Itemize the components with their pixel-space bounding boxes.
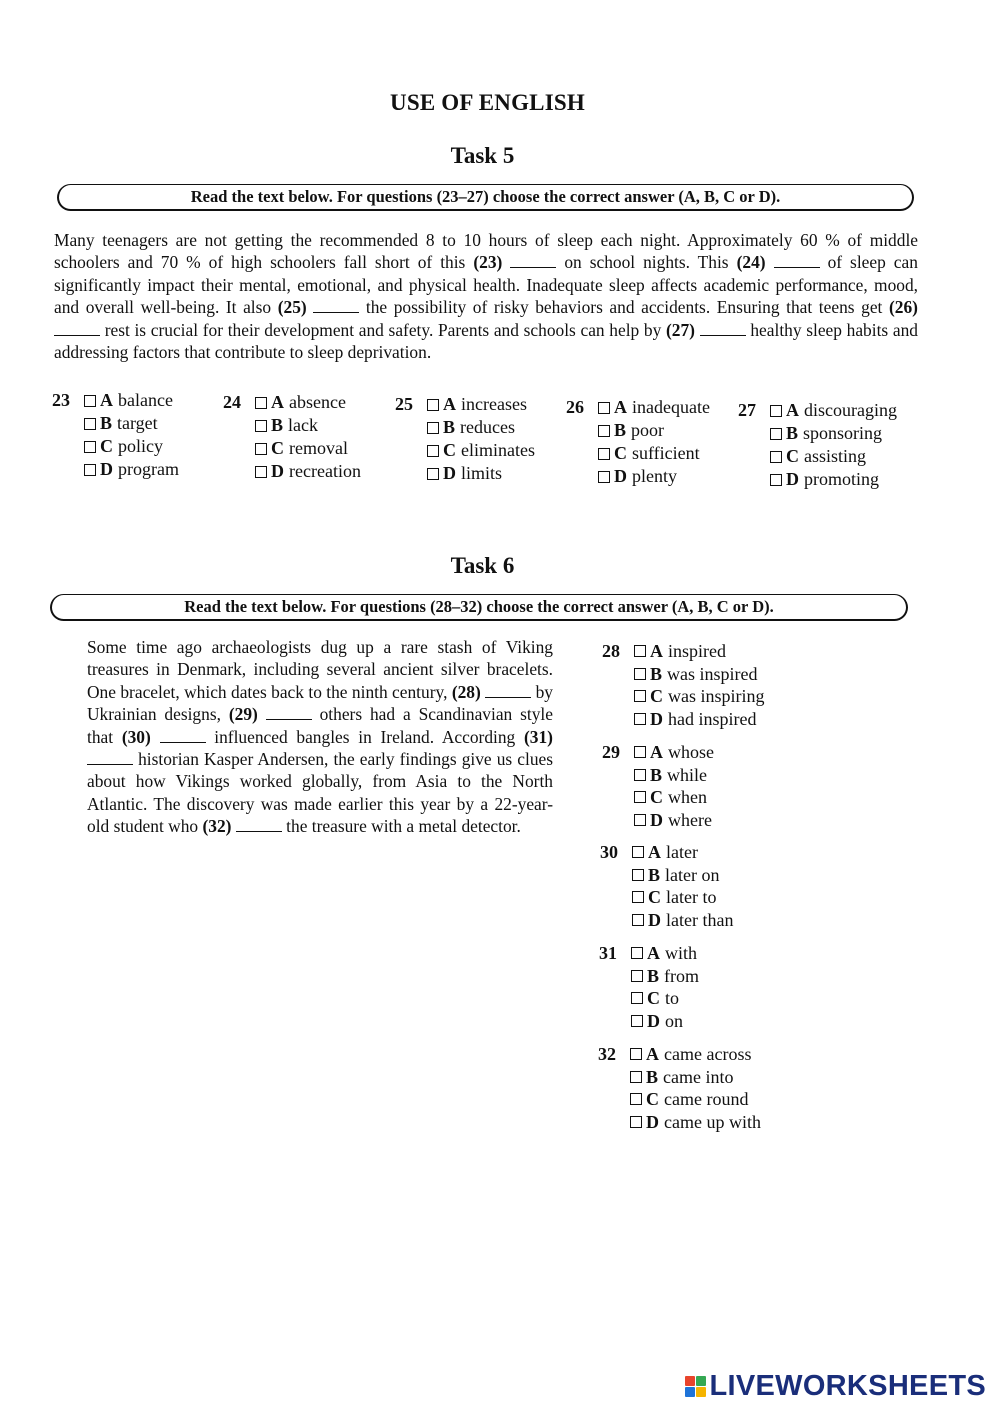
option-checkbox-29a[interactable] (634, 746, 646, 758)
option-text: had inspired (668, 708, 757, 729)
option-checkbox-25a[interactable] (427, 399, 439, 411)
gap-31-label: (31) (524, 726, 553, 747)
option-text: discouraging (804, 400, 897, 420)
option-checkbox-27c[interactable] (770, 451, 782, 463)
option-checkbox-30d[interactable] (632, 914, 644, 926)
question-number: 25 (395, 394, 413, 414)
liveworksheets-logo-icon (685, 1376, 706, 1397)
task6-instruction: Read the text below. For questions (28–32) choose the correct answer (A, B, C or D). (184, 597, 774, 616)
option-text: later (666, 842, 698, 862)
option-text: plenty (632, 466, 677, 486)
option-checkbox-28b[interactable] (634, 668, 646, 680)
option-letter: A (443, 394, 456, 414)
option-checkbox-31c[interactable] (631, 992, 643, 1004)
question-number: 32 (598, 1044, 616, 1064)
option-text: came across (664, 1044, 752, 1064)
option-letter: B (100, 413, 113, 433)
option-text: balance (118, 390, 173, 410)
option-letter: D (647, 1010, 660, 1031)
option-checkbox-24b[interactable] (255, 420, 267, 432)
task5-sentence: the possibility of risky behaviors and accidents. Ensuring that teens get (365, 297, 883, 318)
option-letter: A (650, 742, 663, 762)
task6-sentence: by Ukrainian designs, (87, 681, 553, 725)
option-text: was inspired (667, 663, 758, 684)
option-checkbox-32d[interactable] (630, 1116, 642, 1128)
question-number: 29 (602, 742, 620, 762)
question-number: 27 (738, 400, 756, 420)
liveworksheets-watermark (685, 1370, 987, 1403)
task6-sentence: influenced bangles in Ireland. According (214, 726, 516, 747)
task6-sentence: Some time ago archaeologists dug up a rare stash of Viking treasures in Denmark, including several ancient silver bracelets. One bracelet, which dates back to the ninth century, (87, 637, 553, 702)
option-text: later to (666, 887, 717, 907)
option-checkbox-25c[interactable] (427, 445, 439, 457)
option-letter: B (650, 764, 663, 785)
option-letter: D (650, 809, 663, 830)
gap-23-label: (23) (473, 252, 503, 273)
gap-32-label: (32) (202, 816, 232, 837)
page-title: USE OF ENGLISH (390, 90, 585, 115)
option-checkbox-25b[interactable] (427, 422, 439, 434)
question-26 (566, 396, 710, 488)
gap-27[interactable] (700, 323, 746, 336)
option-checkbox-32b[interactable] (630, 1071, 642, 1083)
option-letter: B (786, 423, 799, 443)
option-text: eliminates (461, 440, 535, 460)
question-30 (600, 841, 733, 931)
question-25 (395, 393, 535, 485)
option-text: policy (118, 436, 163, 456)
option-checkbox-23d[interactable] (84, 464, 96, 476)
option-letter: D (646, 1111, 659, 1132)
option-letter: D (100, 459, 113, 479)
gap-30-label: (30) (121, 726, 151, 747)
option-letter: C (650, 787, 663, 807)
option-letter: C (271, 438, 284, 458)
option-checkbox-28c[interactable] (634, 690, 646, 702)
question-32 (598, 1043, 761, 1133)
option-text: increases (461, 394, 527, 414)
option-checkbox-26a[interactable] (598, 402, 610, 414)
gap-30[interactable] (160, 730, 206, 743)
gap-23[interactable] (510, 255, 556, 268)
option-text: to (665, 988, 680, 1008)
gap-26[interactable] (54, 323, 100, 336)
gap-28[interactable] (485, 685, 531, 698)
option-checkbox-24c[interactable] (255, 443, 267, 455)
option-text: came into (663, 1066, 734, 1087)
option-text: lack (288, 415, 318, 435)
option-letter: B (271, 415, 284, 435)
option-text: was inspiring (668, 686, 765, 706)
option-letter: B (648, 864, 661, 885)
question-number: 26 (566, 397, 584, 417)
option-checkbox-32a[interactable] (630, 1048, 642, 1060)
option-letter: C (650, 686, 663, 706)
option-text: promoting (804, 469, 879, 489)
option-checkbox-23c[interactable] (84, 441, 96, 453)
option-text: later on (665, 864, 720, 885)
option-text: inspired (668, 641, 726, 661)
option-letter: B (614, 420, 627, 440)
option-letter: D (443, 463, 456, 483)
option-letter: A (271, 392, 284, 412)
option-checkbox-32c[interactable] (630, 1093, 642, 1105)
watermark-text: LIVEWORKSHEETS (709, 1370, 986, 1402)
task6-instruction-box (50, 594, 908, 621)
option-text: assisting (804, 446, 867, 466)
question-28 (602, 640, 765, 730)
option-checkbox-29c[interactable] (634, 791, 646, 803)
task5-sentence: rest is crucial for their development and safety. Parents and schools can help by (104, 319, 662, 340)
option-letter: C (646, 1089, 659, 1109)
option-text: from (664, 965, 700, 986)
question-23 (52, 389, 179, 481)
gap-29-label: (29) (228, 704, 258, 725)
task5-sentence: Many teenagers are not getting the recommended 8 to 10 hours of sleep each night. Approximately 60 % of middle schoolers and 70 % of high schoolers fall short of this (54, 230, 918, 273)
option-letter: A (100, 390, 113, 410)
option-text: target (117, 413, 158, 433)
option-checkbox-25d[interactable] (427, 468, 439, 480)
option-text: recreation (289, 461, 361, 481)
option-letter: C (648, 887, 661, 907)
option-checkbox-24a[interactable] (255, 397, 267, 409)
gap-24-label: (24) (736, 252, 766, 273)
option-checkbox-23a[interactable] (84, 395, 96, 407)
gap-31[interactable] (87, 752, 133, 765)
option-letter: D (786, 469, 799, 489)
gap-25[interactable] (313, 300, 359, 313)
task5-instruction-box (57, 184, 914, 211)
task6-sentence: the treasure with a metal detector. (286, 816, 521, 837)
question-number: 23 (52, 390, 70, 410)
gap-27-label: (27) (666, 319, 695, 340)
option-checkbox-30c[interactable] (632, 891, 644, 903)
option-text: inadequate (632, 397, 710, 417)
option-letter: B (646, 1066, 659, 1087)
option-letter: B (443, 417, 456, 437)
option-text: removal (289, 438, 348, 458)
option-letter: B (647, 965, 660, 986)
option-letter: A (647, 943, 660, 963)
option-checkbox-29b[interactable] (634, 769, 646, 781)
option-letter: D (271, 461, 284, 481)
option-letter: A (786, 400, 799, 420)
option-letter: D (648, 909, 661, 930)
gap-24[interactable] (774, 255, 820, 268)
option-checkbox-24d[interactable] (255, 466, 267, 478)
option-text: absence (289, 392, 346, 412)
question-number: 31 (599, 943, 617, 963)
question-31 (599, 942, 699, 1032)
option-checkbox-23b[interactable] (84, 418, 96, 430)
option-letter: C (614, 443, 627, 463)
option-checkbox-29d[interactable] (634, 814, 646, 826)
gap-25-label: (25) (277, 297, 307, 318)
task5-title: Task 5 (450, 143, 515, 168)
option-text: later than (666, 909, 734, 930)
option-letter: C (443, 440, 456, 460)
question-number: 24 (223, 392, 241, 412)
option-letter: B (650, 663, 663, 684)
option-checkbox-28d[interactable] (634, 713, 646, 725)
question-27 (738, 399, 897, 491)
option-text: sufficient (632, 443, 700, 463)
option-letter: A (648, 842, 661, 862)
option-letter: C (786, 446, 799, 466)
option-checkbox-31d[interactable] (631, 1015, 643, 1027)
option-text: with (665, 943, 698, 963)
option-text: program (118, 459, 179, 479)
gap-29[interactable] (266, 707, 312, 720)
option-text: poor (631, 420, 665, 440)
option-checkbox-26d[interactable] (598, 471, 610, 483)
option-letter: C (647, 988, 660, 1008)
option-text: limits (461, 463, 503, 483)
option-checkbox-28a[interactable] (634, 645, 646, 657)
option-text: came up with (664, 1111, 761, 1132)
option-letter: A (614, 397, 627, 417)
option-text: sponsoring (803, 423, 883, 443)
option-text: while (667, 764, 708, 785)
option-checkbox-27a[interactable] (770, 405, 782, 417)
option-text: came round (664, 1089, 749, 1109)
task5-sentence: of sleep can significantly impact their mental, emotional, and physical health. Inadequate sleep affects academic performance, mood, and overall well-being. It also (54, 252, 918, 318)
option-text: reduces (460, 417, 515, 437)
task5-sentence: healthy sleep habits and addressing factors that contribute to sleep deprivation. (54, 319, 918, 363)
option-checkbox-31a[interactable] (631, 947, 643, 959)
option-checkbox-31b[interactable] (631, 970, 643, 982)
option-checkbox-27b[interactable] (770, 428, 782, 440)
option-text: on (665, 1010, 683, 1031)
option-text: when (668, 787, 707, 807)
task6-text (87, 636, 553, 838)
task5-sentence: on school nights. This (564, 252, 729, 273)
question-24 (223, 391, 361, 483)
gap-32[interactable] (236, 819, 282, 832)
option-checkbox-26b[interactable] (598, 425, 610, 437)
task6-title: Task 6 (450, 553, 515, 578)
option-text: where (668, 809, 712, 830)
option-checkbox-30b[interactable] (632, 869, 644, 881)
task6-sentence: others had a Scandinavian style that (87, 704, 553, 747)
option-text: whose (668, 742, 714, 762)
option-letter: D (614, 466, 627, 486)
task6-sentence: historian Kasper Andersen, the early findings give us clues about how Vikings worked globally, from Asia to the North Atlantic. The discovery was made earlier this year by a 22-year-old student who (87, 749, 554, 837)
question-number: 30 (600, 842, 618, 862)
option-checkbox-26c[interactable] (598, 448, 610, 460)
option-letter: A (650, 641, 663, 661)
question-number: 28 (602, 641, 620, 661)
option-letter: C (100, 436, 113, 456)
gap-28-label: (28) (451, 681, 481, 702)
option-letter: D (650, 708, 663, 729)
gap-26-label: (26) (888, 297, 918, 318)
option-checkbox-30a[interactable] (632, 846, 644, 858)
question-29 (602, 741, 714, 831)
task5-text (54, 229, 918, 363)
task5-instruction: Read the text below. For questions (23–27) choose the correct answer (A, B, C or D). (190, 187, 781, 206)
option-letter: A (646, 1044, 659, 1064)
option-checkbox-27d[interactable] (770, 474, 782, 486)
